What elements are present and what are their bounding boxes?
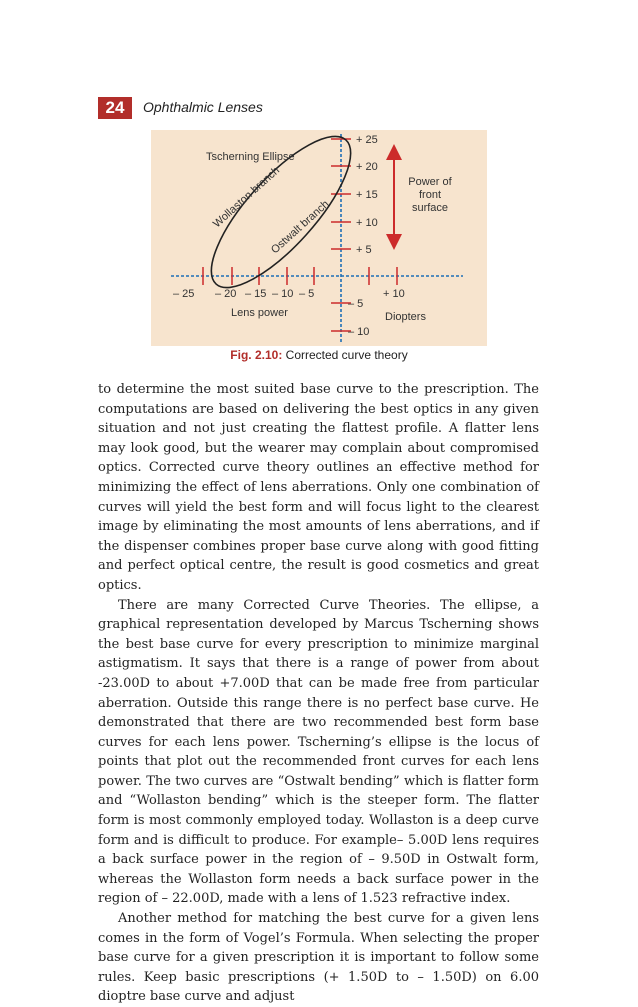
y-tick-label: + 20 bbox=[356, 161, 378, 173]
y-tick-label: – 10 bbox=[348, 326, 370, 338]
y-tick-label: + 15 bbox=[356, 189, 378, 201]
wollaston-branch-label: Wollaston branch bbox=[210, 164, 283, 231]
paragraph: to determine the most suited base curve to the prescription. The computations are based on delivering the best optics in any given situation and not just creating the flattest profile. A flatter lens may look good, but the wearer may complain about compromised optics. Corrected curve theory outlines an effective method for minimizing the effect of lens aberrations. Only one combination of curves will yield the best form and will focus light to the clearest image by eliminating the most amounts of lens aberrations, and if the dispenser combines proper base curve along with good fitting and perfect optical centre, the result is good cosmetics and great optics. bbox=[98, 382, 539, 593]
running-title: Ophthalmic Lenses bbox=[143, 99, 263, 115]
x-tick-label: + 10 bbox=[383, 288, 405, 300]
y-tick-label: + 10 bbox=[356, 217, 378, 229]
figure-caption bbox=[151, 348, 487, 362]
ostwalt-branch-label: Ostwalt branch bbox=[268, 198, 332, 257]
page-number: 24 bbox=[98, 97, 132, 119]
power-front-label-3: surface bbox=[411, 202, 449, 214]
paragraph: Another method for matching the best curve for a given lens comes in the form of Vogel’s Formula. When selecting the proper base curve for a given prescription it is important to follow some rules. Keep basic prescriptions (+ 1.50D to – 1.50D) on 6.00 dioptre base curve and adjust bbox=[98, 911, 539, 1005]
power-front-label-2: front bbox=[418, 189, 442, 201]
diopters-label: Diopters bbox=[385, 311, 426, 323]
y-tick-label: – 5 bbox=[348, 298, 364, 310]
ellipse-title: Tscherning Ellipse bbox=[206, 151, 295, 163]
x-tick-label: – 15 bbox=[245, 288, 267, 300]
tscherning-diagram bbox=[151, 130, 487, 346]
y-tick-label: + 25 bbox=[356, 134, 378, 146]
lens-power-label: Lens power bbox=[231, 307, 288, 319]
body-text bbox=[98, 380, 539, 1007]
paragraph: There are many Corrected Curve Theories. The ellipse, a graphical representation developed by Marcus Tscherning shows the best base curve for every prescription to minimize marginal astigmatism. It says that there is a range of power from about -23.00D to about +7.00D that can be made free from particular aberration. Outside this range there is no perfect base curve. He demonstrated that there are two recommended best form base curves for each lens power. Tscherning’s ellipse is the locus of points that plot out the recommended front curves for each lens power. The two curves are “Ostwalt bending” which is flatter form and “Wollaston bending” which is the steeper form. The flatter form is most commonly employed today. Wollaston is a deep curve form and is difficult to produce. For example– 5.00D lens requires a back surface power in the region of – 9.50D in Ostwalt form, whereas the Wollaston form needs a back surface power in the region of – 22.00D, made with a lens of 1.523 refractive index. bbox=[98, 597, 539, 907]
power-front-label-1: Power of bbox=[408, 176, 452, 188]
caption-text: Corrected curve theory bbox=[282, 348, 408, 362]
x-tick-label: – 5 bbox=[299, 288, 315, 300]
tscherning-figure bbox=[151, 130, 487, 346]
x-tick-label: – 25 bbox=[173, 288, 195, 300]
x-tick-label: – 20 bbox=[215, 288, 237, 300]
x-tick-label: – 10 bbox=[272, 288, 294, 300]
y-tick-label: + 5 bbox=[356, 244, 372, 256]
caption-label: Fig. 2.10: bbox=[230, 348, 283, 362]
running-header bbox=[98, 97, 538, 119]
